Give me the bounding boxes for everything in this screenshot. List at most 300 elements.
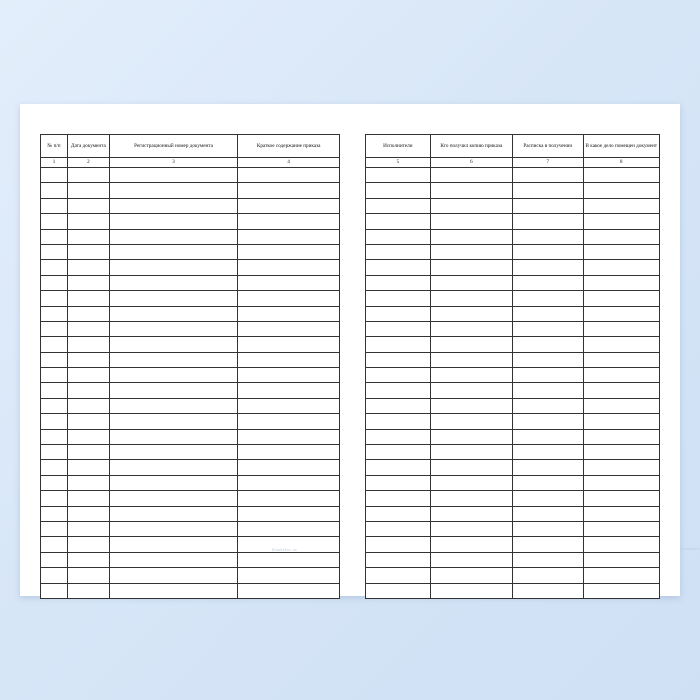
left-cell[interactable] [109,260,238,275]
right-cell[interactable] [366,168,431,183]
left-cell[interactable] [67,306,109,321]
right-cell[interactable] [583,337,659,352]
right-cell[interactable] [512,383,583,398]
left-cell[interactable] [67,429,109,444]
right-cell[interactable] [430,244,512,259]
left-cell[interactable] [238,460,340,475]
left-cell[interactable] [67,291,109,306]
right-cell[interactable] [430,383,512,398]
right-cell[interactable] [366,352,431,367]
table-row [366,475,660,490]
left-cell[interactable] [41,537,68,552]
right-cell[interactable] [430,506,512,521]
left-cell[interactable] [41,291,68,306]
column-number-4: 4 [238,158,340,168]
column-header-reg-number: Регистрационный номер документа [109,135,238,158]
right-cell[interactable] [366,337,431,352]
table-row [41,306,340,321]
right-cell[interactable] [430,583,512,598]
right-cell[interactable] [366,583,431,598]
right-table-header [366,135,660,158]
right-cell[interactable] [583,198,659,213]
left-cell[interactable] [67,368,109,383]
left-page-table [40,134,340,599]
right-cell[interactable] [366,552,431,567]
left-cell[interactable] [238,506,340,521]
table-row [366,214,660,229]
right-cell[interactable] [583,291,659,306]
left-cell[interactable] [41,583,68,598]
right-page-table [365,134,660,599]
column-header-copy-recipient: Кто получил копию приказа [430,135,512,158]
left-cell[interactable] [109,168,238,183]
left-cell[interactable] [67,414,109,429]
right-cell[interactable] [512,321,583,336]
left-cell[interactable] [238,445,340,460]
right-cell[interactable] [366,383,431,398]
right-cell[interactable] [512,168,583,183]
right-cell[interactable] [583,552,659,567]
right-cell[interactable] [366,306,431,321]
left-cell[interactable] [41,168,68,183]
column-number-1: 1 [41,158,68,168]
left-cell[interactable] [41,506,68,521]
right-cell[interactable] [430,445,512,460]
right-cell[interactable] [430,491,512,506]
left-cell[interactable] [67,352,109,367]
table-row [41,244,340,259]
table-row [41,214,340,229]
table-row [366,491,660,506]
right-cell[interactable] [430,537,512,552]
right-cell[interactable] [512,506,583,521]
right-cell[interactable] [430,321,512,336]
right-cell[interactable] [366,183,431,198]
left-cell[interactable] [67,383,109,398]
right-cell[interactable] [583,445,659,460]
column-header-executors: Исполнители [366,135,431,158]
left-cell[interactable] [238,244,340,259]
table-row [366,321,660,336]
table-row [366,445,660,460]
right-cell[interactable] [583,260,659,275]
left-cell[interactable] [67,521,109,536]
left-page [40,134,340,599]
right-cell[interactable] [512,568,583,583]
left-cell[interactable] [41,260,68,275]
right-cell[interactable] [366,506,431,521]
left-cell[interactable] [238,291,340,306]
right-cell[interactable] [512,244,583,259]
right-cell[interactable] [583,568,659,583]
left-cell[interactable] [41,352,68,367]
table-row [41,198,340,213]
table-row [366,460,660,475]
left-cell[interactable] [67,337,109,352]
right-cell[interactable] [430,198,512,213]
left-cell[interactable] [238,475,340,490]
table-row [41,337,340,352]
right-cell[interactable] [366,244,431,259]
left-cell[interactable] [238,183,340,198]
table-row [41,168,340,183]
left-cell[interactable] [109,352,238,367]
column-number-6: 6 [430,158,512,168]
right-cell[interactable] [430,260,512,275]
right-cell[interactable] [583,475,659,490]
right-cell[interactable] [583,229,659,244]
table-row [41,475,340,490]
table-row [41,383,340,398]
right-cell[interactable] [512,521,583,536]
left-cell[interactable] [41,521,68,536]
table-row [41,460,340,475]
left-cell[interactable] [41,398,68,413]
left-cell[interactable] [41,229,68,244]
column-number-2: 2 [67,158,109,168]
left-cell[interactable] [41,383,68,398]
left-cell[interactable] [238,429,340,444]
right-cell[interactable] [366,229,431,244]
table-row [366,244,660,259]
column-header-date: Дата документа [67,135,109,158]
left-cell[interactable] [109,506,238,521]
left-cell[interactable] [238,568,340,583]
left-cell[interactable] [67,491,109,506]
right-cell[interactable] [366,429,431,444]
right-cell[interactable] [583,306,659,321]
right-cell[interactable] [583,491,659,506]
left-cell[interactable] [41,337,68,352]
left-cell[interactable] [41,445,68,460]
table-row [366,260,660,275]
table-row [41,229,340,244]
left-cell[interactable] [109,291,238,306]
table-row [366,168,660,183]
left-cell[interactable] [41,491,68,506]
left-cell[interactable] [109,537,238,552]
left-cell[interactable] [109,491,238,506]
right-cell[interactable] [512,275,583,290]
right-cell[interactable] [430,414,512,429]
left-cell[interactable] [41,460,68,475]
table-row [41,521,340,536]
right-cell[interactable] [366,475,431,490]
column-number-row [41,158,340,168]
table-row [41,321,340,336]
right-cell[interactable] [366,214,431,229]
right-cell[interactable] [512,445,583,460]
left-cell[interactable] [41,568,68,583]
table-row [41,260,340,275]
left-cell[interactable] [67,183,109,198]
left-cell[interactable] [109,383,238,398]
right-cell[interactable] [366,537,431,552]
right-cell[interactable] [430,229,512,244]
left-cell[interactable] [67,275,109,290]
right-cell[interactable] [583,214,659,229]
left-cell[interactable] [41,306,68,321]
left-cell[interactable] [238,214,340,229]
watermark-right: blankidoc [681,546,700,551]
right-cell[interactable] [512,537,583,552]
right-cell[interactable] [583,183,659,198]
right-cell[interactable] [583,537,659,552]
right-cell[interactable] [366,491,431,506]
right-cell[interactable] [366,275,431,290]
right-cell[interactable] [430,368,512,383]
left-cell[interactable] [67,445,109,460]
left-cell[interactable] [67,244,109,259]
right-cell[interactable] [430,168,512,183]
left-cell[interactable] [109,337,238,352]
right-cell[interactable] [430,275,512,290]
header-row [366,135,660,158]
left-cell[interactable] [238,368,340,383]
left-cell[interactable] [67,214,109,229]
right-cell[interactable] [366,291,431,306]
header-row [41,135,340,158]
table-row [366,229,660,244]
right-cell[interactable] [583,460,659,475]
right-cell[interactable] [512,414,583,429]
right-cell[interactable] [583,321,659,336]
right-cell[interactable] [512,398,583,413]
column-number-5: 5 [366,158,431,168]
right-cell[interactable] [512,198,583,213]
table-row [366,337,660,352]
left-cell[interactable] [109,429,238,444]
left-cell[interactable] [109,445,238,460]
table-row [41,398,340,413]
right-cell[interactable] [583,244,659,259]
right-cell[interactable] [583,398,659,413]
right-cell[interactable] [583,352,659,367]
right-cell[interactable] [583,506,659,521]
table-row [41,352,340,367]
left-cell[interactable] [109,244,238,259]
right-cell[interactable] [430,352,512,367]
table-row [366,183,660,198]
left-cell[interactable] [238,198,340,213]
right-cell[interactable] [430,214,512,229]
left-cell[interactable] [238,260,340,275]
right-cell[interactable] [512,306,583,321]
left-cell[interactable] [41,368,68,383]
right-cell[interactable] [583,521,659,536]
left-cell[interactable] [67,537,109,552]
right-cell[interactable] [512,475,583,490]
left-cell[interactable] [238,168,340,183]
right-cell[interactable] [366,260,431,275]
table-row [366,368,660,383]
left-cell[interactable] [109,398,238,413]
left-cell[interactable] [67,460,109,475]
left-cell[interactable] [41,275,68,290]
left-cell[interactable] [109,414,238,429]
right-cell[interactable] [512,337,583,352]
right-cell[interactable] [430,552,512,567]
table-row [366,583,660,598]
right-cell[interactable] [430,568,512,583]
left-cell[interactable] [109,568,238,583]
right-cell[interactable] [512,260,583,275]
left-cell[interactable] [41,183,68,198]
left-cell[interactable] [67,583,109,598]
table-row [366,383,660,398]
left-cell[interactable] [67,475,109,490]
column-number-3: 3 [109,158,238,168]
left-cell[interactable] [109,306,238,321]
table-row [366,198,660,213]
left-cell[interactable] [238,352,340,367]
left-cell[interactable] [109,321,238,336]
table-row [366,306,660,321]
table-row [41,568,340,583]
right-cell[interactable] [366,568,431,583]
table-row [41,414,340,429]
right-cell[interactable] [430,306,512,321]
left-cell[interactable] [238,229,340,244]
left-cell[interactable] [238,337,340,352]
right-cell[interactable] [512,229,583,244]
right-cell[interactable] [366,521,431,536]
right-cell[interactable] [512,368,583,383]
column-header-number: № п/п [41,135,68,158]
right-cell[interactable] [583,429,659,444]
table-row [41,275,340,290]
right-cell[interactable] [366,198,431,213]
left-cell[interactable] [109,183,238,198]
table-row [41,368,340,383]
left-cell[interactable] [109,521,238,536]
left-table-body [41,158,340,599]
table-row [366,521,660,536]
left-cell[interactable] [67,321,109,336]
right-cell[interactable] [366,321,431,336]
left-cell[interactable] [109,552,238,567]
right-cell[interactable] [583,583,659,598]
right-cell[interactable] [366,460,431,475]
left-cell[interactable] [238,521,340,536]
left-cell[interactable] [109,583,238,598]
left-cell[interactable] [109,475,238,490]
left-cell[interactable] [67,260,109,275]
left-cell[interactable] [67,568,109,583]
right-cell[interactable] [366,414,431,429]
right-cell[interactable] [512,429,583,444]
paper-sheet [20,104,700,596]
column-number-7: 7 [512,158,583,168]
left-cell[interactable] [238,398,340,413]
right-cell[interactable] [583,383,659,398]
left-cell[interactable] [67,552,109,567]
table-row [366,568,660,583]
right-cell[interactable] [430,460,512,475]
right-cell[interactable] [366,445,431,460]
left-cell[interactable] [41,321,68,336]
watermark-left: blankidoc.ru [272,547,297,552]
right-cell[interactable] [583,368,659,383]
table-row [366,275,660,290]
right-cell[interactable] [512,460,583,475]
right-cell[interactable] [430,521,512,536]
left-cell[interactable] [109,214,238,229]
left-cell[interactable] [41,552,68,567]
left-cell[interactable] [67,168,109,183]
right-cell[interactable] [512,552,583,567]
table-row [366,414,660,429]
right-cell[interactable] [512,352,583,367]
table-row [41,552,340,567]
column-header-case-file: В какое дело помещен документ [583,135,659,158]
left-cell[interactable] [41,429,68,444]
left-cell[interactable] [41,214,68,229]
left-cell[interactable] [67,398,109,413]
right-cell[interactable] [583,168,659,183]
left-cell[interactable] [238,321,340,336]
right-cell[interactable] [583,414,659,429]
right-cell[interactable] [430,183,512,198]
column-number-row [366,158,660,168]
left-cell[interactable] [238,383,340,398]
right-cell[interactable] [512,183,583,198]
left-cell[interactable] [109,460,238,475]
right-cell[interactable] [366,368,431,383]
right-cell[interactable] [430,429,512,444]
left-cell[interactable] [238,552,340,567]
left-cell[interactable] [41,475,68,490]
table-row [41,491,340,506]
left-cell[interactable] [109,229,238,244]
left-cell[interactable] [238,306,340,321]
table-row [366,352,660,367]
right-cell[interactable] [430,291,512,306]
table-row [41,183,340,198]
right-cell[interactable] [512,583,583,598]
left-cell[interactable] [67,506,109,521]
left-cell[interactable] [41,244,68,259]
right-cell[interactable] [512,491,583,506]
right-cell[interactable] [430,337,512,352]
left-cell[interactable] [41,198,68,213]
table-row [41,445,340,460]
left-cell[interactable] [109,368,238,383]
left-table-header [41,135,340,158]
right-cell[interactable] [430,398,512,413]
right-cell[interactable] [512,214,583,229]
left-cell[interactable] [238,491,340,506]
table-row [366,291,660,306]
table-row [366,506,660,521]
left-cell[interactable] [238,414,340,429]
left-cell[interactable] [67,229,109,244]
left-cell[interactable] [41,414,68,429]
left-cell[interactable] [109,275,238,290]
left-cell[interactable] [238,583,340,598]
right-table-body [366,158,660,599]
right-cell[interactable] [366,398,431,413]
right-cell[interactable] [512,291,583,306]
left-cell[interactable] [67,198,109,213]
left-cell[interactable] [109,198,238,213]
right-cell[interactable] [430,475,512,490]
table-row [41,506,340,521]
table-row [366,398,660,413]
right-cell[interactable] [583,275,659,290]
left-cell[interactable] [238,275,340,290]
table-row [366,552,660,567]
